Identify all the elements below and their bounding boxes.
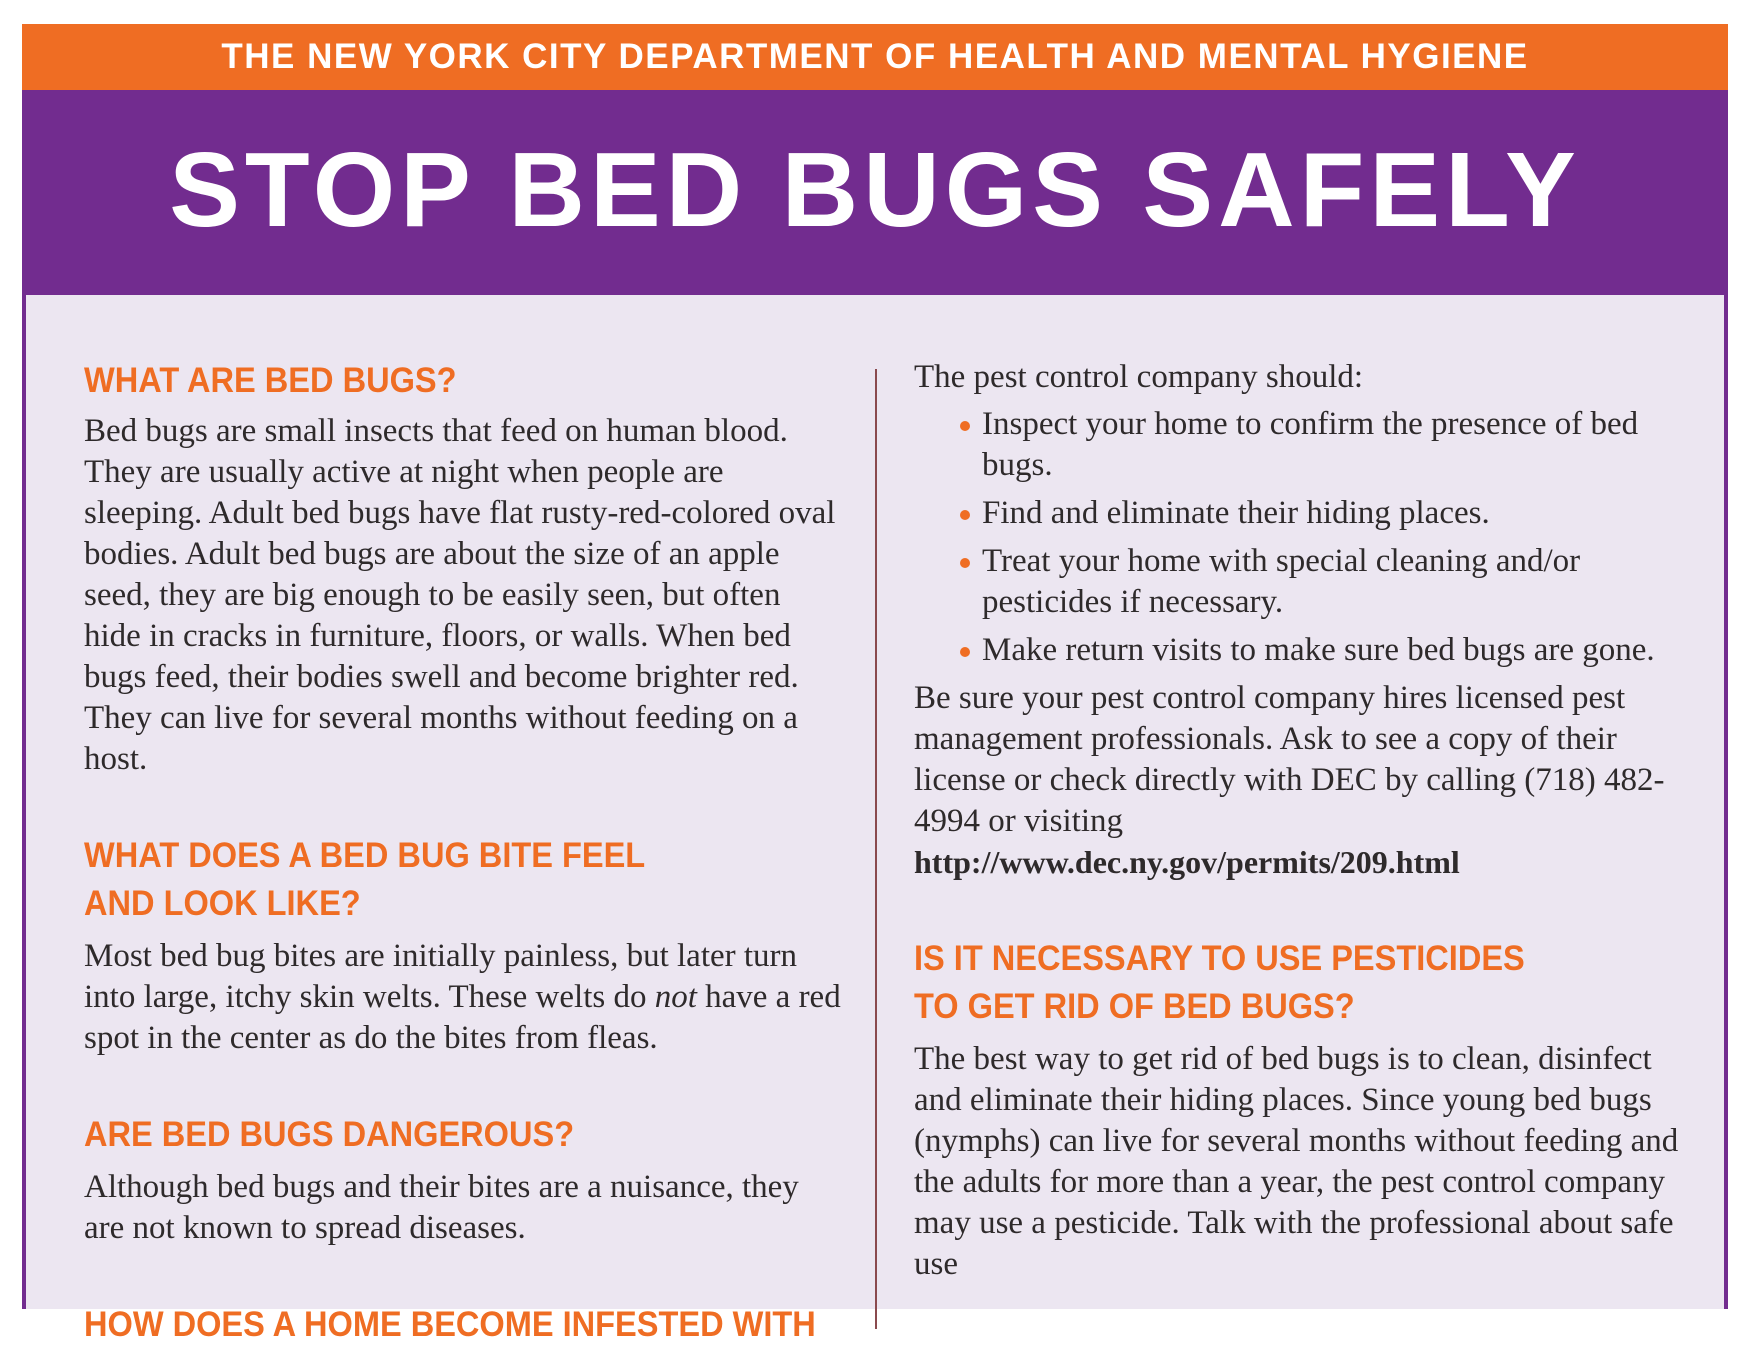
pesticides-heading-line-1: IS IT NECESSARY TO USE PESTICIDES	[914, 939, 1525, 978]
what-are-bed-bugs-heading: WHAT ARE BED BUGS?	[84, 361, 457, 400]
list-item	[960, 630, 1704, 671]
pesticides-heading-line-2: TO GET RID OF BED BUGS?	[914, 987, 1355, 1026]
list-item-text: Find and eliminate their hiding places.	[982, 495, 1490, 531]
bullet-icon	[960, 510, 970, 520]
license-text	[914, 678, 1704, 883]
bullet-icon	[960, 647, 970, 657]
list-item-text: Make return visits to make sure bed bugs are gone.	[982, 632, 1655, 668]
list-item	[960, 541, 1704, 623]
what-are-bed-bugs-text: Bed bugs are small insects that feed on human blood. They are usually active at night when people are sleeping. Adult bed bugs have flat rusty-red-colored oval bodies. Adult bed bugs are about the size of an apple seed, they are big enough to be easily seen, but often hide in cracks in furniture, floors, or walls. When bed bugs feed, their bodies swell and become brighter red. They can live for several months without feeding on a host.	[84, 413, 836, 777]
department-banner	[22, 24, 1728, 90]
department-name: THE NEW YORK CITY DEPARTMENT OF HEALTH AND MENTAL HYGIENE	[221, 37, 1529, 76]
bite-heading-line-1: WHAT DOES A BED BUG BITE FEEL	[84, 836, 646, 875]
bite-text-part-2: have a red spot in the center as do the bites from fleas.	[84, 979, 841, 1056]
license-text-body: Be sure your pest control company hires licensed pest management professionals. Ask to see a copy of their license or check directly with DEC by calling (718) 482-4994 or visiting	[914, 680, 1665, 839]
column-divider	[875, 369, 877, 1329]
bite-text-part-1: Most bed bug bites are initially painless, but later turn into large, itchy skin welts. These welts do	[84, 938, 798, 1015]
pest-control-list	[914, 404, 1704, 671]
dangerous-text: Although bed bugs and their bites are a nuisance, they are not known to spread diseases.	[84, 1169, 799, 1246]
bite-text	[84, 936, 844, 1059]
content-area	[22, 295, 1728, 1344]
list-item-text: Treat your home with special cleaning and/or pesticides if necessary.	[982, 543, 1581, 620]
bullet-icon	[960, 558, 970, 568]
left-column	[84, 357, 844, 1349]
pest-control-intro: The pest control company should:	[914, 359, 1364, 395]
dec-permits-link[interactable]: http://www.dec.ny.gov/permits/209.html	[914, 844, 1460, 880]
title-banner	[22, 90, 1728, 295]
infestation-heading: HOW DOES A HOME BECOME INFESTED WITH	[84, 1305, 816, 1344]
dangerous-heading: ARE BED BUGS DANGEROUS?	[84, 1115, 575, 1154]
list-item-text: Inspect your home to confirm the presence of bed bugs.	[982, 406, 1639, 483]
page-title: STOP BED BUGS SAFELY	[169, 131, 1581, 249]
bite-heading-line-2: AND LOOK LIKE?	[84, 884, 361, 923]
pesticides-text: The best way to get rid of bed bugs is to clean, disinfect and eliminate their hiding places. Since young bed bugs (nymphs) can live for several months without feeding and the adults for more than a year, the pest control company may use a pesticide. Talk with the professional about safe use	[914, 1041, 1679, 1282]
bite-heading	[84, 832, 791, 928]
bullet-icon	[960, 421, 970, 431]
bite-text-emphasis: not	[654, 979, 697, 1015]
list-item	[960, 493, 1704, 534]
list-item	[960, 404, 1704, 486]
right-column	[914, 357, 1704, 1285]
flyer-page	[22, 24, 1728, 1344]
pesticides-heading	[914, 935, 1649, 1031]
